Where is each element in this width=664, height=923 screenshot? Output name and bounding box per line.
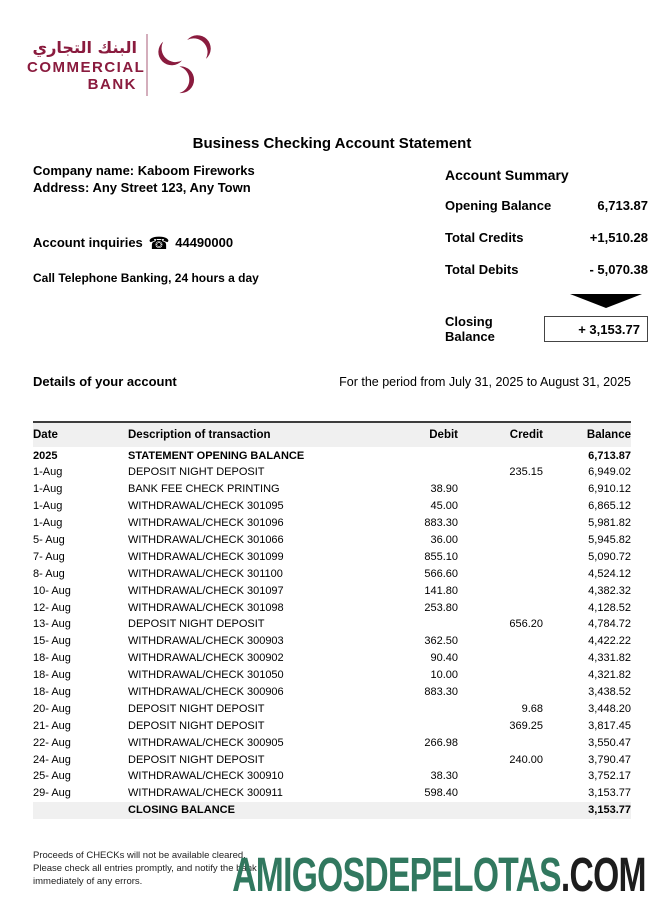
bank-logo bbox=[27, 33, 212, 97]
cell-credit: 656.20 bbox=[509, 618, 543, 631]
cell-description: WITHDRAWAL/CHECK 301099 bbox=[128, 550, 284, 563]
total-credits-value: +1,510.28 bbox=[589, 230, 648, 245]
cell-balance: 6,865.12 bbox=[588, 500, 631, 513]
cell-description: CLOSING BALANCE bbox=[128, 802, 373, 819]
opening-balance-label: Opening Balance bbox=[445, 198, 552, 213]
cell-balance: 4,331.82 bbox=[588, 652, 631, 665]
summary-row-debits bbox=[445, 262, 648, 277]
table-row bbox=[33, 633, 631, 650]
cell-description: DEPOSIT NIGHT DEPOSIT bbox=[128, 702, 265, 715]
cell-debit: 36.00 bbox=[430, 533, 458, 546]
cell-date: 20- Aug bbox=[33, 702, 71, 715]
cell-debit: 883.30 bbox=[424, 685, 458, 698]
bank-name-line1: COMMERCIAL bbox=[27, 59, 146, 76]
table-row bbox=[33, 802, 631, 819]
cell-credit bbox=[458, 599, 543, 616]
col-header-credit: Credit bbox=[458, 422, 543, 447]
cell-date: 1-Aug bbox=[33, 466, 63, 479]
cell-balance: 4,422.22 bbox=[588, 635, 631, 648]
table-row bbox=[33, 650, 631, 667]
page-title: Business Checking Account Statement bbox=[192, 135, 472, 152]
cell-date: 13- Aug bbox=[33, 618, 71, 631]
cell-date: 25- Aug bbox=[33, 770, 71, 783]
table-row bbox=[33, 498, 631, 515]
cell-balance: 3,752.17 bbox=[588, 770, 631, 783]
table-row bbox=[33, 717, 631, 734]
cell-balance: 4,321.82 bbox=[588, 669, 631, 682]
cell-credit bbox=[458, 667, 543, 684]
cell-date: 1-Aug bbox=[33, 500, 63, 513]
cell-balance: 6,910.12 bbox=[588, 483, 631, 496]
wordmark-green-part: AMIGOSDEPELOTAS bbox=[232, 849, 562, 902]
cell-description: WITHDRAWAL/CHECK 301095 bbox=[128, 500, 284, 513]
cell-description: WITHDRAWAL/CHECK 300902 bbox=[128, 652, 284, 665]
cell-debit: 266.98 bbox=[424, 736, 458, 749]
cell-balance: 4,382.32 bbox=[588, 584, 631, 597]
cell-date: 1-Aug bbox=[33, 483, 63, 496]
cell-date: 15- Aug bbox=[33, 635, 71, 648]
table-row bbox=[33, 548, 631, 565]
table-row bbox=[33, 734, 631, 751]
cell-description: WITHDRAWAL/CHECK 301050 bbox=[128, 669, 284, 682]
cell-balance: 5,945.82 bbox=[588, 533, 631, 546]
bank-name-line2: BANK bbox=[87, 76, 137, 93]
cell-credit bbox=[458, 481, 543, 498]
cell-balance: 4,784.72 bbox=[588, 618, 631, 631]
telephone-banking-note: Call Telephone Banking, 24 hours a day bbox=[33, 271, 259, 285]
cell-balance: 3,817.45 bbox=[588, 719, 631, 732]
cell-description: WITHDRAWAL/CHECK 300910 bbox=[128, 770, 284, 783]
cell-balance: 4,128.52 bbox=[588, 601, 631, 614]
cell-debit: 45.00 bbox=[430, 500, 458, 513]
cell-credit bbox=[458, 802, 543, 819]
cell-balance: 3,153.77 bbox=[588, 787, 631, 800]
cell-description: BANK FEE CHECK PRINTING bbox=[128, 483, 280, 496]
cell-date: 24- Aug bbox=[33, 753, 71, 766]
customer-info bbox=[33, 162, 255, 196]
cell-description: WITHDRAWAL/CHECK 300911 bbox=[128, 787, 283, 800]
cell-debit bbox=[373, 447, 458, 464]
col-header-description: Description of transaction bbox=[128, 422, 373, 447]
cell-date: 1-Aug bbox=[33, 517, 63, 530]
cell-credit: 9.68 bbox=[521, 702, 543, 715]
cell-debit: 362.50 bbox=[424, 635, 458, 648]
bank-logo-text bbox=[27, 37, 146, 93]
cell-credit bbox=[458, 447, 543, 464]
cell-date bbox=[33, 802, 128, 819]
closing-balance-value: + 3,153.77 bbox=[544, 316, 648, 342]
wordmark-dark-part: .COM bbox=[561, 849, 646, 902]
table-row bbox=[33, 616, 631, 633]
inquiries-label: Account inquiries bbox=[33, 235, 143, 250]
bank-name-arabic: البنك التجاري bbox=[32, 38, 137, 57]
cell-debit: 38.30 bbox=[430, 770, 458, 783]
cell-date: 22- Aug bbox=[33, 736, 71, 749]
logo-divider bbox=[146, 34, 148, 96]
summary-row-closing bbox=[445, 314, 648, 344]
table-row bbox=[33, 565, 631, 582]
company-name: Company name: Kaboom Fireworks bbox=[33, 163, 255, 178]
phone-number: 44490000 bbox=[175, 235, 234, 250]
summary-row-credits bbox=[445, 230, 648, 245]
summary-heading: Account Summary bbox=[445, 167, 569, 183]
details-line bbox=[33, 374, 631, 389]
summary-row-opening bbox=[445, 198, 648, 213]
statement-period: For the period from July 31, 2025 to August 31, 2025 bbox=[339, 375, 631, 389]
cell-description: DEPOSIT NIGHT DEPOSIT bbox=[128, 719, 265, 732]
total-credits-label: Total Credits bbox=[445, 230, 524, 245]
cell-credit: 235.15 bbox=[509, 466, 543, 479]
cell-date: 29- Aug bbox=[33, 787, 71, 800]
cell-debit: 38.90 bbox=[430, 483, 458, 496]
cell-description: WITHDRAWAL/CHECK 300906 bbox=[128, 685, 284, 698]
cell-date: 2025 bbox=[33, 449, 58, 462]
cell-description: DEPOSIT NIGHT DEPOSIT bbox=[128, 618, 265, 631]
cell-date: 5- Aug bbox=[33, 533, 65, 546]
transactions-body bbox=[33, 447, 631, 819]
table-row bbox=[33, 785, 631, 802]
table-row bbox=[33, 768, 631, 785]
total-debits-value: - 5,070.38 bbox=[589, 262, 648, 277]
crescents-logo-icon bbox=[156, 33, 212, 97]
cell-balance: 6,949.02 bbox=[588, 466, 631, 479]
col-header-date: Date bbox=[33, 422, 128, 447]
company-address: Address: Any Street 123, Any Town bbox=[33, 180, 251, 195]
cell-credit bbox=[458, 548, 543, 565]
cell-credit bbox=[458, 498, 543, 515]
cell-description: WITHDRAWAL/CHECK 301098 bbox=[128, 601, 284, 614]
cell-description: WITHDRAWAL/CHECK 301096 bbox=[128, 517, 284, 530]
cell-date: 8- Aug bbox=[33, 567, 65, 580]
table-row bbox=[33, 582, 631, 599]
table-row bbox=[33, 599, 631, 616]
cell-credit bbox=[458, 650, 543, 667]
table-row bbox=[33, 751, 631, 768]
cell-credit bbox=[458, 531, 543, 548]
cell-debit: 253.80 bbox=[424, 601, 458, 614]
cell-debit: 598.40 bbox=[424, 787, 458, 800]
cell-credit: 369.25 bbox=[509, 719, 543, 732]
cell-description: WITHDRAWAL/CHECK 301100 bbox=[128, 567, 283, 580]
cell-credit bbox=[458, 734, 543, 751]
cell-credit bbox=[458, 683, 543, 700]
cell-debit: 883.30 bbox=[424, 517, 458, 530]
cell-balance: 6,713.87 bbox=[588, 449, 631, 462]
cell-debit bbox=[373, 616, 458, 633]
cell-description: WITHDRAWAL/CHECK 301066 bbox=[128, 533, 284, 546]
cell-date: 7- Aug bbox=[33, 550, 65, 563]
cell-date: 18- Aug bbox=[33, 669, 71, 682]
cell-description: WITHDRAWAL/CHECK 300905 bbox=[128, 736, 284, 749]
cell-balance: 3,790.47 bbox=[588, 753, 631, 766]
table-row bbox=[33, 464, 631, 481]
cell-debit bbox=[373, 464, 458, 481]
table-row bbox=[33, 700, 631, 717]
cell-credit bbox=[458, 582, 543, 599]
cell-date: 10- Aug bbox=[33, 584, 71, 597]
table-row bbox=[33, 531, 631, 548]
footer-disclaimer: Proceeds of CHECKs will not be available cleared. Please check all entries promptly, and notify the bank immediately of any errors. bbox=[33, 850, 257, 887]
cell-debit: 141.80 bbox=[424, 584, 458, 597]
transactions-table bbox=[33, 421, 631, 819]
cell-description: WITHDRAWAL/CHECK 301097 bbox=[128, 584, 284, 597]
cell-balance: 4,524.12 bbox=[588, 567, 631, 580]
cell-balance: 3,448.20 bbox=[588, 702, 631, 715]
col-header-debit: Debit bbox=[373, 422, 458, 447]
account-inquiries bbox=[33, 234, 233, 254]
cell-description: WITHDRAWAL/CHECK 300903 bbox=[128, 635, 284, 648]
cell-debit bbox=[373, 700, 458, 717]
cell-balance: 5,981.82 bbox=[588, 517, 631, 530]
cell-description: STATEMENT OPENING BALANCE bbox=[128, 449, 305, 462]
cell-balance: 3,550.47 bbox=[588, 736, 631, 749]
table-row bbox=[33, 447, 631, 464]
closing-balance-label: Closing Balance bbox=[445, 314, 495, 344]
cell-balance: 3,438.52 bbox=[588, 685, 631, 698]
table-row bbox=[33, 481, 631, 498]
cell-debit: 90.40 bbox=[430, 652, 458, 665]
cell-date: 18- Aug bbox=[33, 685, 71, 698]
cell-date: 18- Aug bbox=[33, 652, 71, 665]
cell-description: DEPOSIT NIGHT DEPOSIT bbox=[128, 466, 265, 479]
cell-balance: 5,090.72 bbox=[588, 550, 631, 563]
cell-balance: 3,153.77 bbox=[543, 802, 631, 819]
cell-credit bbox=[458, 768, 543, 785]
cell-credit bbox=[458, 565, 543, 582]
cell-description: DEPOSIT NIGHT DEPOSIT bbox=[128, 753, 265, 766]
col-header-balance: Balance bbox=[543, 422, 631, 447]
cell-debit bbox=[373, 802, 458, 819]
phone-icon: ☎ bbox=[148, 234, 170, 254]
footer-wordmark bbox=[232, 848, 646, 903]
cell-debit bbox=[373, 751, 458, 768]
table-row bbox=[33, 515, 631, 532]
opening-balance-value: 6,713.87 bbox=[597, 198, 648, 213]
cell-date: 21- Aug bbox=[33, 719, 71, 732]
total-debits-label: Total Debits bbox=[445, 262, 519, 277]
cell-debit: 566.60 bbox=[424, 567, 458, 580]
cell-date: 12- Aug bbox=[33, 601, 71, 614]
cell-credit: 240.00 bbox=[509, 753, 543, 766]
cell-debit: 10.00 bbox=[430, 669, 458, 682]
table-header-row bbox=[33, 422, 631, 447]
down-arrow-icon bbox=[570, 294, 642, 308]
details-heading: Details of your account bbox=[33, 374, 177, 389]
cell-credit bbox=[458, 633, 543, 650]
cell-debit: 855.10 bbox=[424, 550, 458, 563]
cell-credit bbox=[458, 785, 543, 802]
table-row bbox=[33, 683, 631, 700]
cell-credit bbox=[458, 515, 543, 532]
table-row bbox=[33, 667, 631, 684]
account-summary bbox=[445, 167, 648, 344]
cell-debit bbox=[373, 717, 458, 734]
